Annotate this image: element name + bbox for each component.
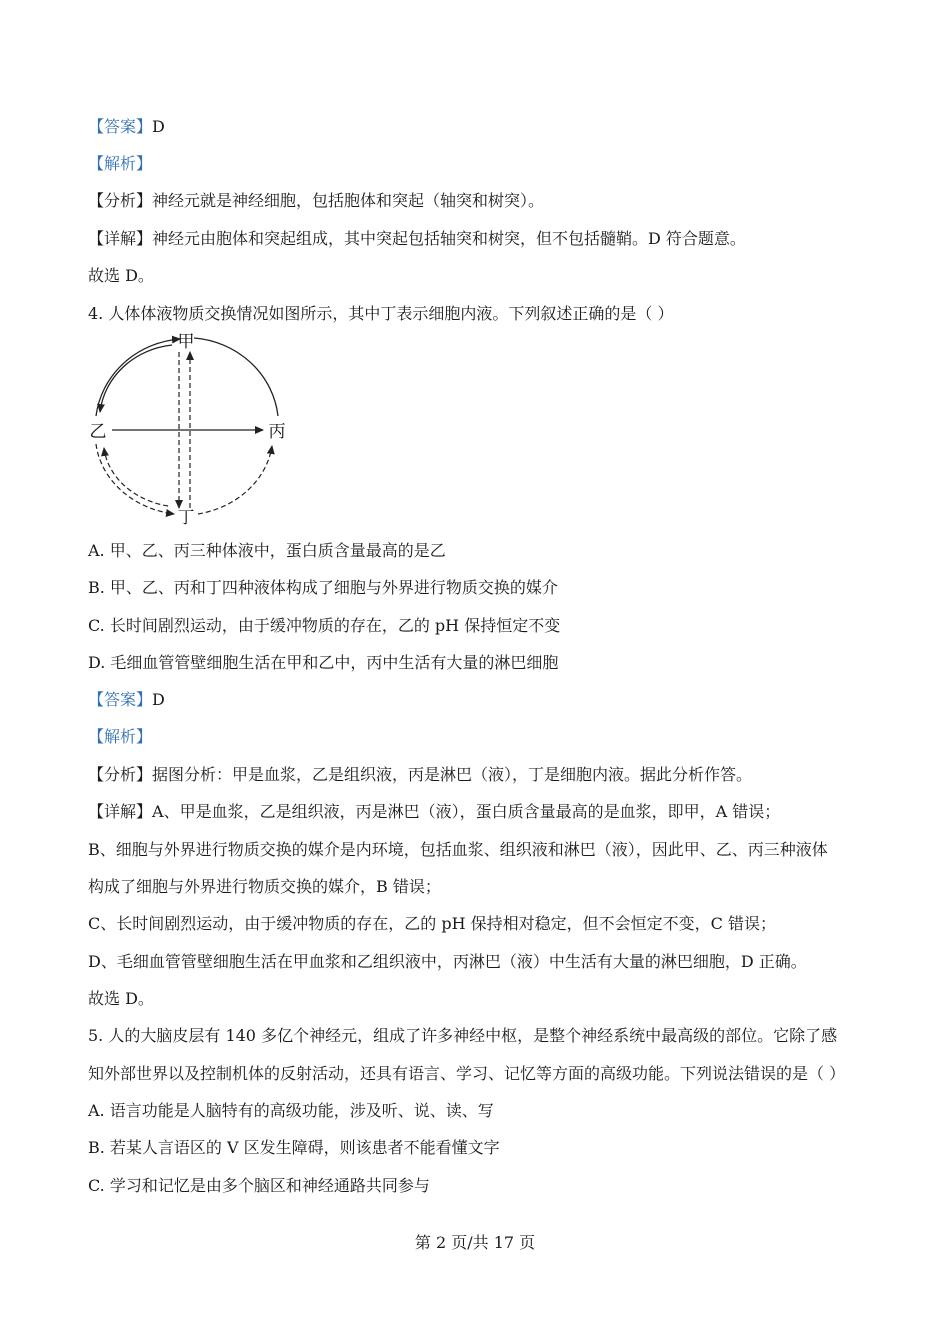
body-fluid-diagram [82,328,297,526]
q4-xiangjie-line-3: 构成了细胞与外界进行物质交换的媒介，B 错误； [88,877,441,896]
label-bing: 丙 [268,422,286,442]
fenxi-tag: 【分析】 [88,765,153,784]
q4-answer-line [88,689,165,711]
q4-xiangjie-line-4: C、长时间剧烈运动，由于缓冲物质的存在，乙的 pH 保持相对稳定，但不会恒定不变，C 错误； [88,914,776,933]
q5-option-b: B. 若某人言语区的 V 区发生障碍，则该患者不能看懂文字 [88,1138,500,1157]
xiangjie-tag: 【详解】 [88,802,153,821]
q4-fenxi-line [88,764,752,786]
q4-xiangjie-line-5: D、毛细血管管壁细胞生活在甲血浆和乙组织液中，丙淋巴（液）中生活有大量的淋巴细胞，D 正确。 [88,952,807,971]
q3-analysis-tag: 【解析】 [88,154,153,173]
fenxi-text: 神经元就是神经细胞，包括胞体和突起（轴突和树突）。 [152,191,545,210]
q4-option-a: A. 甲、乙、丙三种体液中，蛋白质含量最高的是乙 [88,541,446,560]
q5-stem-line-1: 5. 人的大脑皮层有 140 多亿个神经元，组成了许多神经中枢，是整个神经系统中最高级的部位。它除了感 [88,1026,838,1045]
q3-fenxi-line [88,190,544,212]
q4-xiangjie-line-2: B、细胞与外界进行物质交换的媒介是内环境，包括血浆、组织液和淋巴（液），因此甲、乙、丙三种液体 [88,840,828,859]
arc-jia-to-bing [194,338,278,416]
fenxi-text: 据图分析：甲是血浆，乙是组织液，丙是淋巴（液），丁是细胞内液。据此分析作答。 [152,765,753,784]
q3-conclusion: 故选 D。 [88,266,154,285]
q4-stem: 4. 人体体液物质交换情况如图所示，其中丁表示细胞内液。下列叙述正确的是（ ） [88,304,674,323]
label-yi: 乙 [89,422,107,442]
q4-xiangjie-line-1 [88,801,780,823]
q5-option-a: A. 语言功能是人脑特有的高级功能，涉及听、说、读、写 [88,1101,494,1120]
q5-option-c: C. 学习和记忆是由多个脑区和神经通路共同参与 [88,1176,430,1195]
q3-xiangjie-line [88,228,746,250]
q4-conclusion: 故选 D。 [88,989,154,1008]
q4-option-d: D. 毛细血管管壁细胞生活在甲和乙中，丙中生活有大量的淋巴细胞 [88,653,559,672]
fenxi-tag: 【分析】 [88,191,153,210]
xiangjie-text: 神经元由胞体和突起组成，其中突起包括轴突和树突，但不包括髓鞘。D 符合题意。 [152,229,746,248]
q4-option-b: B. 甲、乙、丙和丁四种液体构成了细胞与外界进行物质交换的媒介 [88,578,558,597]
answer-tag: 【答案】 [88,690,153,709]
answer-tag: 【答案】 [88,117,153,136]
dashed-arc-ding-to-bing [198,446,272,514]
answer-value: D [152,690,165,709]
label-ding: 丁 [177,508,195,526]
xiangjie-text: A、甲是血浆，乙是组织液，丙是淋巴（液），蛋白质含量最高的是血浆，即甲，A 错误； [152,802,781,821]
q4-option-c: C. 长时间剧烈运动，由于缓冲物质的存在，乙的 pH 保持恒定不变 [88,616,561,635]
dashed-arc-ding-to-yi [104,448,168,506]
q3-answer-line [88,116,165,138]
answer-value: D [152,117,165,136]
page-number-footer: 第 2 页/共 17 页 [414,1233,536,1252]
label-jia: 甲 [177,332,195,352]
dashed-arc-yi-to-ding [96,444,174,514]
q5-stem-line-2: 知外部世界以及控制机体的反射活动，还具有语言、学习、记忆等方面的高级功能。下列说法错误的是（ ） [88,1064,846,1083]
q4-analysis-tag: 【解析】 [88,727,153,746]
xiangjie-tag: 【详解】 [88,229,153,248]
arc-yi-to-jia [96,339,180,416]
